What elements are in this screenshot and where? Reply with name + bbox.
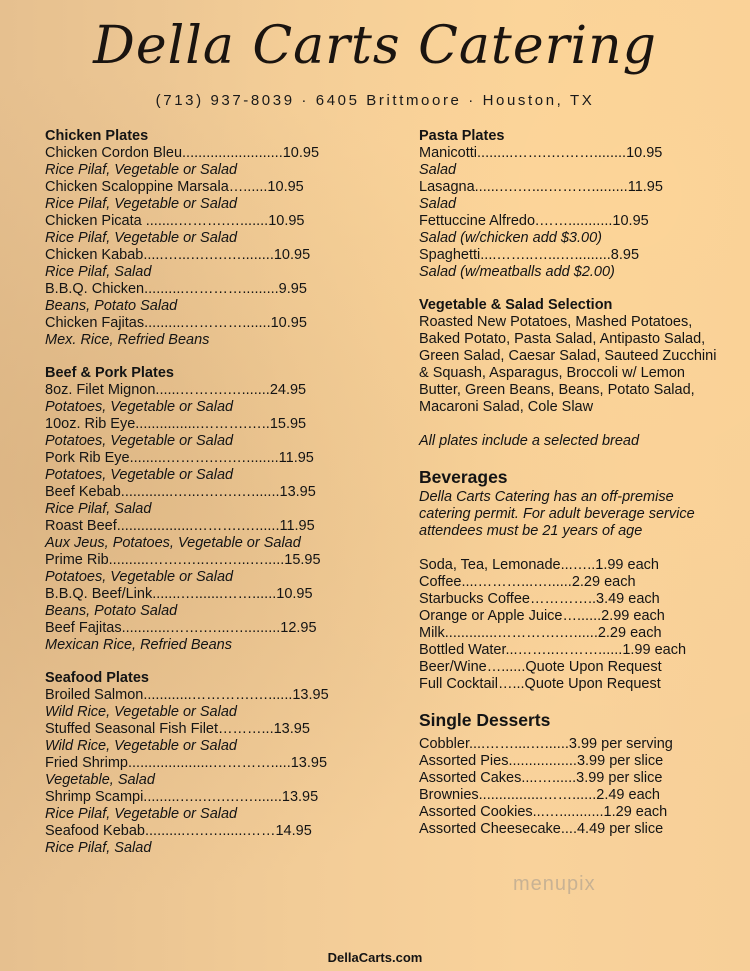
menu-item-sides: Rice Pilaf, Salad bbox=[45, 840, 152, 856]
section-pasta-plates bbox=[419, 128, 749, 281]
dessert-item: Assorted Pies.................3.99 per slice bbox=[419, 753, 664, 769]
menu-item: Stuffed Seasonal Fish Filet………...13.95 bbox=[45, 721, 310, 737]
menu-item-sides: Potatoes, Vegetable or Salad bbox=[45, 433, 234, 449]
menu-item: Spaghetti....……..…...….........8.95 bbox=[419, 247, 640, 263]
menu-item-sides: Wild Rice, Vegetable or Salad bbox=[45, 704, 237, 720]
beverage-item: Coffee....………...…......2.29 each bbox=[419, 574, 636, 590]
section-title: Single Desserts bbox=[419, 710, 551, 730]
section-title: Beef & Pork Plates bbox=[45, 365, 174, 381]
menu-item-sides: Aux Jeus, Potatoes, Vegetable or Salad bbox=[45, 535, 301, 551]
beverage-permit-note: Della Carts Catering has an off-premise catering permit. For adult beverage service attendees must be 21 years of age bbox=[419, 489, 695, 539]
contact-line: (713) 937-8039 · 6405 Brittmoore · Houston, TX bbox=[155, 92, 595, 109]
section-beverages bbox=[419, 466, 749, 693]
menu-item: Beef Kebab.............…...….….….......13.95 bbox=[45, 484, 316, 500]
spacer bbox=[419, 416, 749, 433]
vegetable-list: Roasted New Potatoes, Mashed Potatoes, Baked Potato, Pasta Salad, Antipasto Salad, Green Salad, Caesar Salad, Sauteed Zucchini & Squash, Asparagus, Broccoli w/ Lemon Butter, Green Beans, Beans, Potato Salad, Macaroni Salad, Cole Slaw bbox=[419, 314, 717, 415]
menu-item: Fettuccine Alfredo.……...........10.95 bbox=[419, 213, 649, 229]
menu-item: Pork Rib Eye.........……….….…........11.95 bbox=[45, 450, 314, 466]
menu-item-sides: Salad (w/chicken add $3.00) bbox=[419, 230, 602, 246]
menu-item-sides: Beans, Potato Salad bbox=[45, 298, 178, 314]
website-footer: DellaCarts.com bbox=[327, 950, 423, 965]
menu-item: 8oz. Filet Mignon......……….….......24.95 bbox=[45, 382, 307, 398]
restaurant-title: Della Carts Catering bbox=[93, 16, 657, 76]
menu-item-sides: Rice Pilaf, Vegetable or Salad bbox=[45, 196, 238, 212]
dessert-item: Assorted Cheesecake....4.49 per slice bbox=[419, 821, 664, 837]
menu-item: Chicken Cordon Bleu.........................10.95 bbox=[45, 145, 320, 161]
beverage-item: Starbucks Coffee…………..3.49 each bbox=[419, 591, 660, 607]
section-chicken-plates bbox=[45, 128, 375, 349]
menu-item: Fried Shrimp.....................………….....13.95 bbox=[45, 755, 328, 771]
section-title: Pasta Plates bbox=[419, 128, 505, 144]
menu-item-sides: Rice Pilaf, Salad bbox=[45, 501, 152, 517]
section-title: Beverages bbox=[419, 467, 508, 487]
menu-item-sides: Potatoes, Vegetable or Salad bbox=[45, 569, 234, 585]
beverage-item: Soda, Tea, Lemonade...…..1.99 each bbox=[419, 557, 659, 573]
menu-item: Chicken Scaloppine Marsala…......10.95 bbox=[45, 179, 304, 195]
beverage-item: Beer/Wine…......Quote Upon Request bbox=[419, 659, 662, 675]
bread-note: All plates include a selected bread bbox=[419, 433, 640, 449]
menu-item-sides: Wild Rice, Vegetable or Salad bbox=[45, 738, 237, 754]
beverage-item: Bottled Water...……..………......1.99 each bbox=[419, 642, 687, 658]
dessert-item: Cobbler....……....…......3.99 per serving bbox=[419, 736, 673, 752]
section-title: Chicken Plates bbox=[45, 128, 149, 144]
menu-item-sides: Rice Pilaf, Vegetable or Salad bbox=[45, 806, 238, 822]
left-column bbox=[45, 128, 375, 873]
section-vegetable-salad bbox=[419, 297, 749, 450]
dessert-item: Assorted Cookies...…...........1.29 each bbox=[419, 804, 668, 820]
beverage-item: Full Cocktail…...Quote Upon Request bbox=[419, 676, 661, 692]
spacer bbox=[419, 540, 749, 557]
menu-item: Manicotti.........…….….……........10.95 bbox=[419, 145, 663, 161]
beverage-item: Milk.............………….…......2.29 each bbox=[419, 625, 662, 641]
menu-item-sides: Salad bbox=[419, 196, 457, 212]
menu-item: Chicken Kabab.....…...….….…........10.95 bbox=[45, 247, 311, 263]
menu-item-sides: Rice Pilaf, Salad bbox=[45, 264, 152, 280]
menu-item-sides: Potatoes, Vegetable or Salad bbox=[45, 467, 234, 483]
menu-item-sides: Salad (w/meatballs add $2.00) bbox=[419, 264, 615, 280]
beverage-item: Orange or Apple Juice…......2.99 each bbox=[419, 608, 665, 624]
section-title: Seafood Plates bbox=[45, 670, 149, 686]
menu-item: Prime Rib..........…….…..….…...….....15.95 bbox=[45, 552, 321, 568]
menu-item: Shrimp Scampi.........…..….….….......13.95 bbox=[45, 789, 319, 805]
right-column bbox=[419, 128, 749, 854]
section-beef-pork-plates bbox=[45, 365, 375, 654]
section-seafood-plates bbox=[45, 670, 375, 857]
menu-item: 10oz. Rib Eye................……….…..15.95 bbox=[45, 416, 307, 432]
menu-item-sides: Rice Pilaf, Vegetable or Salad bbox=[45, 162, 238, 178]
menu-item: Roast Beef...................……….…......11.95 bbox=[45, 518, 315, 534]
menu-item: B.B.Q. Chicken..........………….........9.95 bbox=[45, 281, 307, 297]
menu-item: Seafood Kebab..........….….......……14.95 bbox=[45, 823, 312, 839]
menu-item-sides: Beans, Potato Salad bbox=[45, 603, 178, 619]
section-title: Vegetable & Salad Selection bbox=[419, 297, 613, 313]
watermark: menupix bbox=[513, 873, 596, 895]
menu-item-sides: Potatoes, Vegetable or Salad bbox=[45, 399, 234, 415]
menu-item: Broiled Salmon............………….…......13.95 bbox=[45, 687, 329, 703]
menu-item: Beef Fajitas............…….…...….........12.95 bbox=[45, 620, 317, 636]
menu-item-sides: Mex. Rice, Refried Beans bbox=[45, 332, 210, 348]
menu-item-sides: Salad bbox=[419, 162, 457, 178]
menu-item-sides: Vegetable, Salad bbox=[45, 772, 155, 788]
section-single-desserts bbox=[419, 709, 749, 838]
dessert-item: Assorted Cakes....…......3.99 per slice bbox=[419, 770, 663, 786]
menu-item: B.B.Q. Beef/Link.......….......……......10.95 bbox=[45, 586, 313, 602]
menu-item: Chicken Picata ........……….….......10.95 bbox=[45, 213, 305, 229]
menu-item-sides: Rice Pilaf, Vegetable or Salad bbox=[45, 230, 238, 246]
menu-item: Chicken Fajitas..........………….......10.95 bbox=[45, 315, 307, 331]
dessert-item: Brownies................……......2.49 each bbox=[419, 787, 660, 803]
menu-item-sides: Mexican Rice, Refried Beans bbox=[45, 637, 232, 653]
menu-item: Lasagna......….…....……….........11.95 bbox=[419, 179, 663, 195]
